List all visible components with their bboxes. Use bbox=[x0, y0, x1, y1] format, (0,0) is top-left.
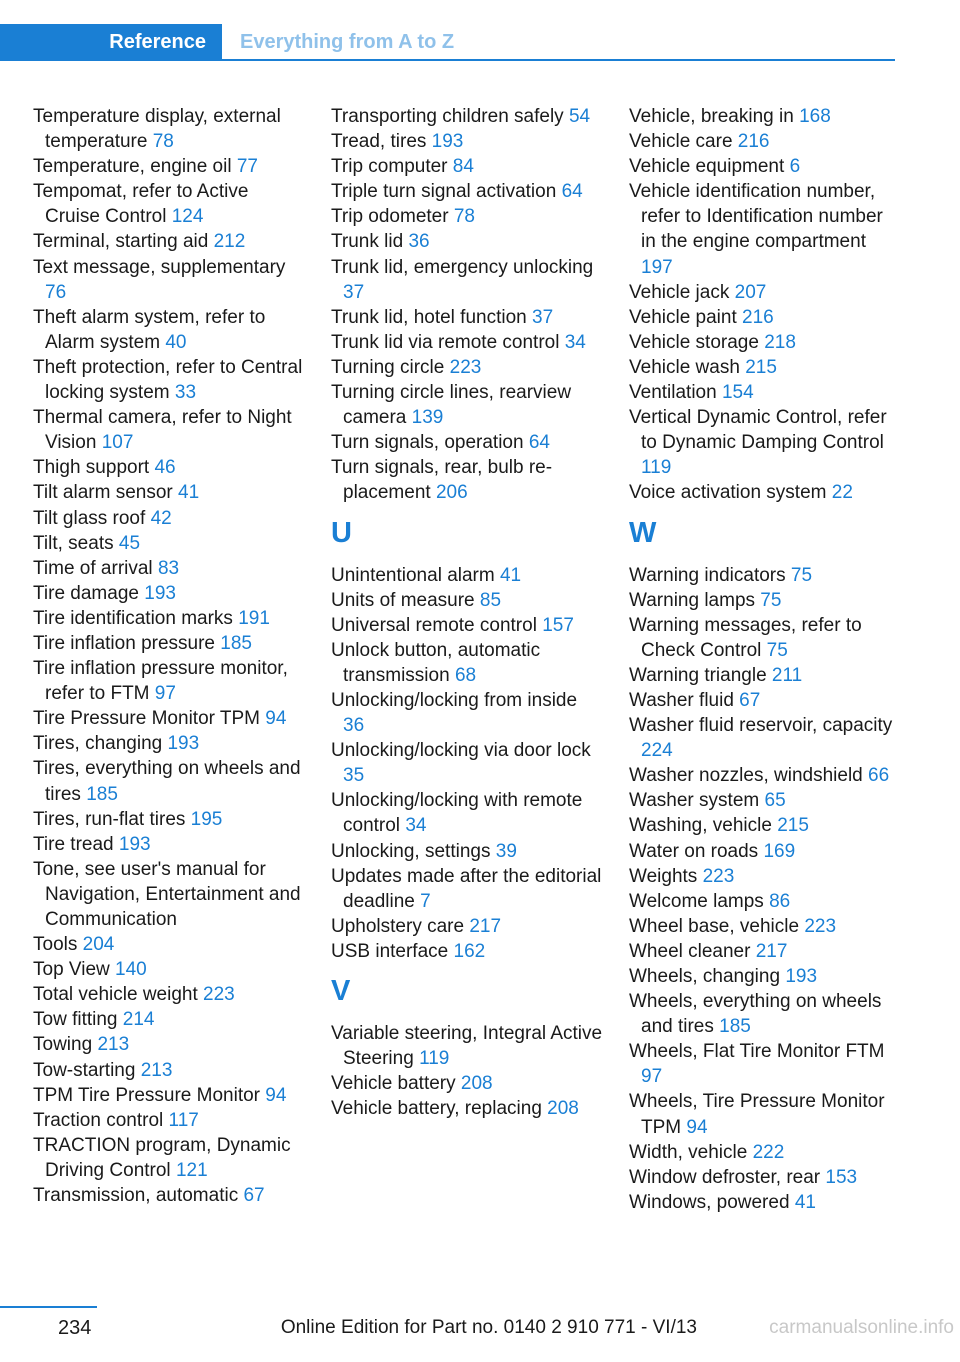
page-reference-link[interactable]: 154 bbox=[721, 382, 754, 404]
index-entry bbox=[33, 1133, 305, 1183]
index-entry bbox=[331, 380, 603, 430]
index-entry bbox=[629, 989, 901, 1039]
page-reference-link[interactable]: 94 bbox=[686, 1116, 708, 1138]
page-reference-link[interactable]: 193 bbox=[144, 582, 176, 604]
page-reference-link[interactable]: 217 bbox=[755, 940, 788, 962]
index-entry bbox=[629, 280, 901, 305]
page-reference-link[interactable]: 46 bbox=[154, 457, 176, 479]
index-entry bbox=[629, 914, 901, 939]
page-reference-link[interactable]: 67 bbox=[243, 1185, 265, 1207]
page-reference-link[interactable]: 207 bbox=[734, 281, 767, 303]
index-entry bbox=[629, 713, 901, 763]
page-reference-link[interactable]: 139 bbox=[411, 407, 444, 429]
page-reference-link[interactable]: 208 bbox=[547, 1098, 579, 1120]
page-reference-link[interactable]: 222 bbox=[752, 1141, 785, 1163]
index-entry-text: Trunk lid, hotel function bbox=[331, 306, 527, 328]
page-reference-link[interactable]: 35 bbox=[343, 765, 365, 787]
index-entry bbox=[331, 864, 603, 914]
page-reference-link[interactable]: 7 bbox=[420, 890, 431, 912]
index-entry-text: Vehicle wash bbox=[629, 356, 740, 378]
index-entry-text: Wheels, everything on wheels and tires bbox=[629, 991, 882, 1038]
index-entry bbox=[331, 179, 603, 204]
index-entry-text: Terminal, starting aid bbox=[33, 231, 209, 253]
index-entry bbox=[629, 1089, 901, 1139]
index-entry-text: Tire inflation pressure monitor, refer to FTM bbox=[33, 658, 288, 705]
subsection-title[interactable]: Everything from A to Z bbox=[240, 31, 455, 53]
index-entry bbox=[33, 179, 305, 229]
page-reference-link[interactable]: 75 bbox=[760, 589, 782, 611]
page-reference-link[interactable]: 34 bbox=[564, 331, 586, 353]
page-reference-link[interactable]: 78 bbox=[152, 131, 174, 153]
index-entry-text: Tilt, seats bbox=[33, 532, 114, 554]
page-reference-link[interactable]: 37 bbox=[343, 281, 365, 303]
index-entry bbox=[331, 588, 603, 613]
index-entry-text: Unlock button, automatic transmission bbox=[331, 639, 541, 686]
index-entry-text: Unlocking, settings bbox=[331, 840, 491, 862]
page-reference-link[interactable]: 107 bbox=[101, 432, 134, 454]
index-column-2 bbox=[331, 104, 603, 1121]
page-reference-link[interactable]: 193 bbox=[118, 833, 151, 855]
page-reference-link[interactable]: 34 bbox=[405, 815, 427, 837]
header-rule bbox=[0, 59, 895, 61]
index-entry-text: Vehicle, breaking in bbox=[629, 106, 794, 127]
page-reference-link[interactable]: 121 bbox=[175, 1159, 208, 1181]
index-entry-text: Temperature display, external temperature bbox=[33, 106, 281, 153]
index-entry-text: Trip computer bbox=[331, 156, 448, 178]
index-entry bbox=[331, 255, 603, 305]
page-reference-link[interactable]: 41 bbox=[794, 1191, 816, 1213]
index-entry-text: Windows, powered bbox=[629, 1191, 790, 1213]
page-reference-link[interactable]: 33 bbox=[174, 382, 197, 404]
index-entry bbox=[33, 1183, 305, 1208]
index-entry bbox=[33, 1058, 305, 1083]
page-reference-link[interactable]: 169 bbox=[763, 840, 796, 862]
index-column-3 bbox=[629, 104, 901, 1215]
page-reference-link[interactable]: 223 bbox=[203, 984, 235, 1006]
page-reference-link[interactable]: 86 bbox=[769, 890, 791, 912]
page-reference-link[interactable]: 84 bbox=[452, 156, 474, 178]
page-reference-link[interactable]: 212 bbox=[213, 231, 246, 253]
index-entry-text: Tire identification marks bbox=[33, 607, 233, 629]
index-entry bbox=[33, 355, 305, 405]
page-reference-link[interactable]: 119 bbox=[641, 457, 672, 479]
index-entry-text: Wheels, changing bbox=[629, 966, 781, 987]
index-entry bbox=[629, 688, 901, 713]
index-letter-heading: V bbox=[331, 975, 351, 1007]
index-entry-text: Triple turn signal activation bbox=[331, 181, 557, 203]
index-entry bbox=[331, 204, 603, 229]
page-reference-link[interactable]: 211 bbox=[771, 664, 803, 686]
index-entry bbox=[33, 957, 305, 982]
index-entry-text: Total vehicle weight bbox=[33, 984, 198, 1006]
page-reference-link[interactable]: 216 bbox=[742, 306, 774, 328]
index-entry bbox=[33, 506, 305, 531]
index-entry-text: Traction control bbox=[33, 1109, 164, 1131]
index-entry-text: Trunk lid, emergency unlocking bbox=[331, 256, 594, 278]
page-reference-link[interactable]: 153 bbox=[825, 1166, 858, 1188]
index-entry bbox=[629, 355, 901, 380]
index-entry bbox=[33, 405, 305, 455]
index-entry-text: Unintentional alarm bbox=[331, 564, 495, 586]
index-entry bbox=[629, 839, 901, 864]
index-entry-text: Tempomat, refer to Active Cruise Control bbox=[33, 181, 249, 228]
index-entry-text: Vehicle care bbox=[629, 131, 733, 153]
index-entry-text: Tread, tires bbox=[331, 131, 427, 153]
index-entry bbox=[331, 638, 603, 688]
index-entry-text: Tire Pressure Monitor TPM bbox=[33, 708, 260, 730]
page-reference-link[interactable]: 75 bbox=[766, 639, 788, 661]
index-entry-text: Turn signals, rear, bulb replacement bbox=[331, 457, 553, 504]
page-reference-link[interactable]: 85 bbox=[479, 589, 502, 611]
index-entry-text: Theft alarm system, refer to Alarm system bbox=[33, 306, 266, 353]
index-entry-text: Wheel base, vehicle bbox=[629, 915, 800, 937]
index-entry-text: Washer system bbox=[629, 790, 760, 812]
index-entry bbox=[33, 631, 305, 656]
index-entry bbox=[33, 229, 305, 254]
index-entry bbox=[33, 932, 305, 957]
page-reference-link[interactable]: 213 bbox=[140, 1059, 173, 1081]
index-entry-text: Voice activation system bbox=[629, 482, 827, 504]
index-entry-text: Turn signals, operation bbox=[331, 432, 524, 454]
index-entry-text: Washer fluid reservoir, capacity bbox=[629, 715, 893, 737]
page-reference-link[interactable]: 213 bbox=[97, 1034, 130, 1056]
page-reference-link[interactable]: 218 bbox=[764, 331, 796, 353]
index-entry-text: Warning indicators bbox=[629, 564, 786, 586]
index-entry bbox=[331, 788, 603, 838]
page-reference-link[interactable]: 195 bbox=[190, 808, 223, 830]
index-entry-text: Vertical Dynamic Control, refer to Dynamic Damping Control bbox=[629, 407, 887, 454]
index-entry bbox=[331, 839, 603, 864]
index-letter-heading: U bbox=[331, 516, 352, 549]
index-entry bbox=[629, 1140, 901, 1165]
index-entry bbox=[331, 305, 603, 330]
index-entry-text: Upholstery care bbox=[331, 915, 465, 937]
index-entry bbox=[331, 613, 603, 638]
page-reference-link[interactable]: 185 bbox=[86, 783, 118, 805]
index-entry-text: Unlocking/locking via door lock bbox=[331, 740, 591, 762]
index-entry bbox=[629, 939, 901, 964]
page-reference-link[interactable]: 76 bbox=[45, 281, 67, 303]
index-entry-text: Turning circle bbox=[331, 356, 445, 378]
index-entry-text: Tilt alarm sensor bbox=[33, 482, 173, 504]
index-letter-heading: W bbox=[629, 516, 657, 549]
index-entry bbox=[33, 857, 305, 932]
index-entry bbox=[331, 104, 603, 129]
index-entry-text: Time of arrival bbox=[33, 557, 153, 579]
page-reference-link[interactable]: 193 bbox=[785, 966, 818, 987]
index-entry bbox=[629, 405, 901, 480]
index-entry bbox=[629, 305, 901, 330]
index-column-1 bbox=[33, 104, 305, 1208]
page-reference-link[interactable]: 75 bbox=[790, 564, 813, 586]
index-entry bbox=[629, 613, 901, 663]
index-entry bbox=[33, 455, 305, 480]
page-reference-link[interactable]: 162 bbox=[453, 940, 486, 962]
index-entry bbox=[33, 1007, 305, 1032]
index-entry-text: Temperature, engine oil bbox=[33, 156, 232, 178]
index-entry-text: Transmission, automatic bbox=[33, 1185, 239, 1207]
index-entry-text: Washer fluid bbox=[629, 689, 734, 711]
index-entry-text: Unlocking/locking with remote control bbox=[331, 790, 583, 837]
index-entry-text: TRACTION program, Dynamic Driving Control bbox=[33, 1134, 291, 1181]
index-entry bbox=[331, 455, 603, 505]
index-entry-text: Turning circle lines, rearview camera bbox=[331, 382, 572, 429]
page-reference-link[interactable]: 66 bbox=[868, 765, 890, 787]
index-entry-text: Tire damage bbox=[33, 582, 139, 604]
index-entry bbox=[331, 330, 603, 355]
index-entry-text: Thigh support bbox=[33, 457, 150, 479]
index-entry-text: Tire inflation pressure bbox=[33, 632, 215, 654]
index-entry-text: Unlocking/locking from inside bbox=[331, 689, 578, 711]
index-entry bbox=[331, 914, 603, 939]
index-entry-text: Warning triangle bbox=[629, 664, 767, 686]
index-entry bbox=[331, 1021, 603, 1071]
index-entry bbox=[629, 563, 901, 588]
page-reference-link[interactable]: 41 bbox=[178, 482, 200, 504]
index-entry-text: Tires, changing bbox=[33, 733, 163, 755]
index-entry-text: Width, vehicle bbox=[629, 1141, 748, 1163]
index-entry-text: Tire tread bbox=[33, 833, 114, 855]
page-reference-link[interactable]: 223 bbox=[804, 915, 837, 937]
index-entry bbox=[331, 738, 603, 788]
page-reference-link[interactable]: 67 bbox=[739, 689, 761, 711]
index-entry-text: TPM Tire Pressure Monitor bbox=[33, 1084, 260, 1106]
index-entry-text: Wheels, Tire Pressure Monitor TPM bbox=[629, 1091, 885, 1138]
index-entry bbox=[331, 229, 603, 254]
index-entry-text: Trunk lid via remote control bbox=[331, 331, 560, 353]
index-entry-text: Tools bbox=[33, 934, 78, 956]
page-reference-link[interactable]: 39 bbox=[495, 840, 517, 862]
page-reference-link[interactable]: 204 bbox=[82, 934, 115, 956]
page-reference-link[interactable]: 224 bbox=[641, 740, 673, 762]
index-entry-text: Vehicle equipment bbox=[629, 156, 785, 178]
index-entry-text: Universal remote control bbox=[331, 614, 537, 636]
page-reference-link[interactable]: 168 bbox=[799, 106, 831, 127]
page-reference-link[interactable]: 191 bbox=[238, 607, 270, 629]
index-entry-text: Thermal camera, refer to Night Vision bbox=[33, 407, 292, 454]
page-reference-link[interactable]: 22 bbox=[831, 482, 853, 504]
index-entry bbox=[629, 864, 901, 889]
index-entry bbox=[629, 964, 901, 989]
index-entry-text: Trunk lid bbox=[331, 231, 404, 253]
index-entry bbox=[33, 255, 305, 305]
page-reference-link[interactable]: 40 bbox=[165, 331, 187, 353]
page-reference-link[interactable]: 36 bbox=[343, 715, 365, 737]
index-entry bbox=[33, 531, 305, 556]
index-entry-text: Transporting children safely bbox=[331, 106, 564, 127]
index-entry bbox=[331, 154, 603, 179]
index-entry bbox=[629, 129, 901, 154]
index-entry-text: Top View bbox=[33, 959, 110, 981]
index-entry bbox=[629, 889, 901, 914]
index-entry bbox=[33, 1083, 305, 1108]
page-reference-link[interactable]: 41 bbox=[499, 564, 522, 586]
edition-note: Online Edition for Part no. 0140 2 910 771 - VI/13 bbox=[280, 1317, 697, 1338]
index-entry bbox=[629, 588, 901, 613]
index-entry-text: Wheels, Flat Tire Monitor FTM bbox=[629, 1041, 885, 1063]
index-entry-text: Welcome lamps bbox=[629, 890, 764, 912]
page-reference-link[interactable]: 68 bbox=[454, 664, 477, 686]
index-entry-text: Tilt glass roof bbox=[33, 507, 146, 529]
page-reference-link[interactable]: 193 bbox=[167, 733, 200, 755]
page-reference-link[interactable]: 185 bbox=[220, 632, 252, 654]
page-reference-link[interactable]: 64 bbox=[561, 181, 583, 203]
index-entry-text: Units of measure bbox=[331, 589, 475, 611]
index-entry-text: Towing bbox=[33, 1034, 93, 1056]
page-reference-link[interactable]: 54 bbox=[568, 106, 591, 127]
index-entry-text: Warning lamps bbox=[629, 589, 756, 611]
index-entry bbox=[629, 480, 901, 505]
index-entry bbox=[629, 1190, 901, 1215]
index-entry bbox=[33, 606, 305, 631]
page-reference-link[interactable]: 78 bbox=[453, 206, 475, 228]
index-entry bbox=[33, 581, 305, 606]
index-entry bbox=[331, 355, 603, 380]
index-entry-text: Tow fitting bbox=[33, 1009, 118, 1031]
page-reference-link[interactable]: 45 bbox=[118, 532, 141, 554]
index-entry bbox=[33, 480, 305, 505]
page-reference-link[interactable]: 64 bbox=[528, 432, 550, 454]
page-reference-link[interactable]: 223 bbox=[702, 865, 735, 887]
index-entry bbox=[331, 688, 603, 738]
index-entry-text: Ventilation bbox=[629, 382, 717, 404]
index-entry bbox=[331, 939, 603, 964]
index-entry-text: Tires, run-flat tires bbox=[33, 808, 186, 830]
page-reference-link[interactable]: 65 bbox=[764, 790, 786, 812]
index-entry bbox=[629, 1165, 901, 1190]
index-entry bbox=[33, 556, 305, 581]
index-entry bbox=[629, 154, 901, 179]
page-reference-link[interactable]: 157 bbox=[542, 614, 574, 636]
section-tab-reference[interactable]: Reference bbox=[0, 24, 222, 61]
index-entry bbox=[629, 788, 901, 813]
index-entry-text: Vehicle storage bbox=[629, 331, 759, 353]
page-reference-link[interactable]: 117 bbox=[168, 1109, 199, 1131]
page-reference-link[interactable]: 215 bbox=[777, 815, 809, 837]
index-entry-text: Warning messages, refer to Check Control bbox=[629, 614, 862, 661]
index-entry bbox=[331, 1071, 603, 1096]
index-entry bbox=[33, 104, 305, 154]
index-entry-text: Vehicle jack bbox=[629, 281, 730, 303]
index-entry bbox=[331, 563, 603, 588]
index-entry-text: Updates made after the editorial deadline bbox=[331, 865, 602, 912]
index-entry-text: Tone, see user's manual for Navigation, Entertainment and Communication bbox=[33, 858, 301, 930]
index-entry bbox=[33, 982, 305, 1007]
index-entry-text: Vehicle battery bbox=[331, 1073, 456, 1095]
index-entry bbox=[629, 104, 901, 129]
index-entry-text: Washing, vehicle bbox=[629, 815, 772, 837]
index-entry bbox=[331, 430, 603, 455]
index-entry bbox=[33, 154, 305, 179]
index-entry bbox=[33, 807, 305, 832]
page-reference-link[interactable]: 77 bbox=[236, 156, 258, 178]
index-entry-text: USB interface bbox=[331, 940, 449, 962]
index-entry bbox=[629, 763, 901, 788]
index-entry-text: Trip odometer bbox=[331, 206, 449, 228]
index-entry-text: Washer nozzles, windshield bbox=[629, 765, 863, 787]
index-entry bbox=[33, 1108, 305, 1133]
page-reference-link[interactable]: 97 bbox=[641, 1066, 663, 1088]
page-reference-link[interactable]: 37 bbox=[532, 306, 554, 328]
page-reference-link[interactable]: 214 bbox=[122, 1009, 155, 1031]
page-reference-link[interactable]: 197 bbox=[641, 256, 673, 278]
page-reference-link[interactable]: 94 bbox=[265, 1084, 287, 1106]
page-reference-link[interactable]: 42 bbox=[150, 507, 172, 529]
page-reference-link[interactable]: 140 bbox=[115, 959, 147, 981]
page-reference-link[interactable]: 36 bbox=[408, 231, 430, 253]
page-reference-link[interactable]: 6 bbox=[789, 156, 801, 178]
index-entry-text: Vehicle battery, replacing bbox=[331, 1098, 542, 1120]
page-reference-link[interactable]: 217 bbox=[469, 915, 502, 937]
page-number: 234 bbox=[58, 1317, 92, 1339]
index-entry bbox=[33, 832, 305, 857]
index-entry bbox=[629, 330, 901, 355]
index-entry-text: Weights bbox=[629, 865, 698, 887]
index-entry-text: Tow-starting bbox=[33, 1059, 136, 1081]
index-entry-text: Vehicle identification number, refer to Identification number in the engine compartment bbox=[629, 181, 883, 253]
index-entry bbox=[331, 129, 603, 154]
index-entry bbox=[629, 179, 901, 279]
index-entry bbox=[629, 380, 901, 405]
page-reference-link[interactable]: 223 bbox=[449, 356, 482, 378]
footer-rule bbox=[0, 1306, 97, 1308]
index-entry-text: Theft protection, refer to Central locking system bbox=[33, 356, 303, 404]
index-entry-text: Text message, supplementary bbox=[33, 256, 286, 278]
page-reference-link[interactable]: 193 bbox=[431, 131, 464, 153]
page-reference-link[interactable]: 119 bbox=[419, 1048, 450, 1070]
page-reference-link[interactable]: 97 bbox=[154, 683, 176, 705]
index-entry bbox=[629, 663, 901, 688]
page-reference-link[interactable]: 185 bbox=[719, 1016, 751, 1038]
watermark: carmanualsonline.info bbox=[769, 1317, 954, 1338]
index-entry-text: Variable steering, Integral Active Steering bbox=[331, 1023, 603, 1070]
index-entry bbox=[33, 1032, 305, 1057]
index-entry bbox=[33, 305, 305, 355]
index-entry bbox=[331, 1096, 603, 1121]
index-entry bbox=[33, 756, 305, 806]
index-entry bbox=[33, 706, 305, 731]
page-reference-link[interactable]: 215 bbox=[745, 356, 777, 378]
index-entry bbox=[33, 656, 305, 706]
index-entry-text: Wheel cleaner bbox=[629, 940, 751, 962]
page-reference-link[interactable]: 208 bbox=[460, 1073, 493, 1095]
index-entry bbox=[33, 731, 305, 756]
index-entry bbox=[629, 813, 901, 838]
page-reference-link[interactable]: 206 bbox=[435, 482, 468, 504]
page-reference-link[interactable]: 83 bbox=[157, 557, 180, 579]
index-entry-text: Window defroster, rear bbox=[629, 1166, 821, 1188]
page-reference-link[interactable]: 94 bbox=[265, 708, 287, 730]
index-entry-text: Vehicle paint bbox=[629, 306, 737, 328]
index-entry-text: Water on roads bbox=[629, 840, 759, 862]
index-entry-text: Tires, everything on wheels and tires bbox=[33, 758, 301, 805]
page-reference-link[interactable]: 124 bbox=[171, 206, 204, 228]
index-entry bbox=[629, 1039, 901, 1089]
page-reference-link[interactable]: 216 bbox=[737, 131, 770, 153]
